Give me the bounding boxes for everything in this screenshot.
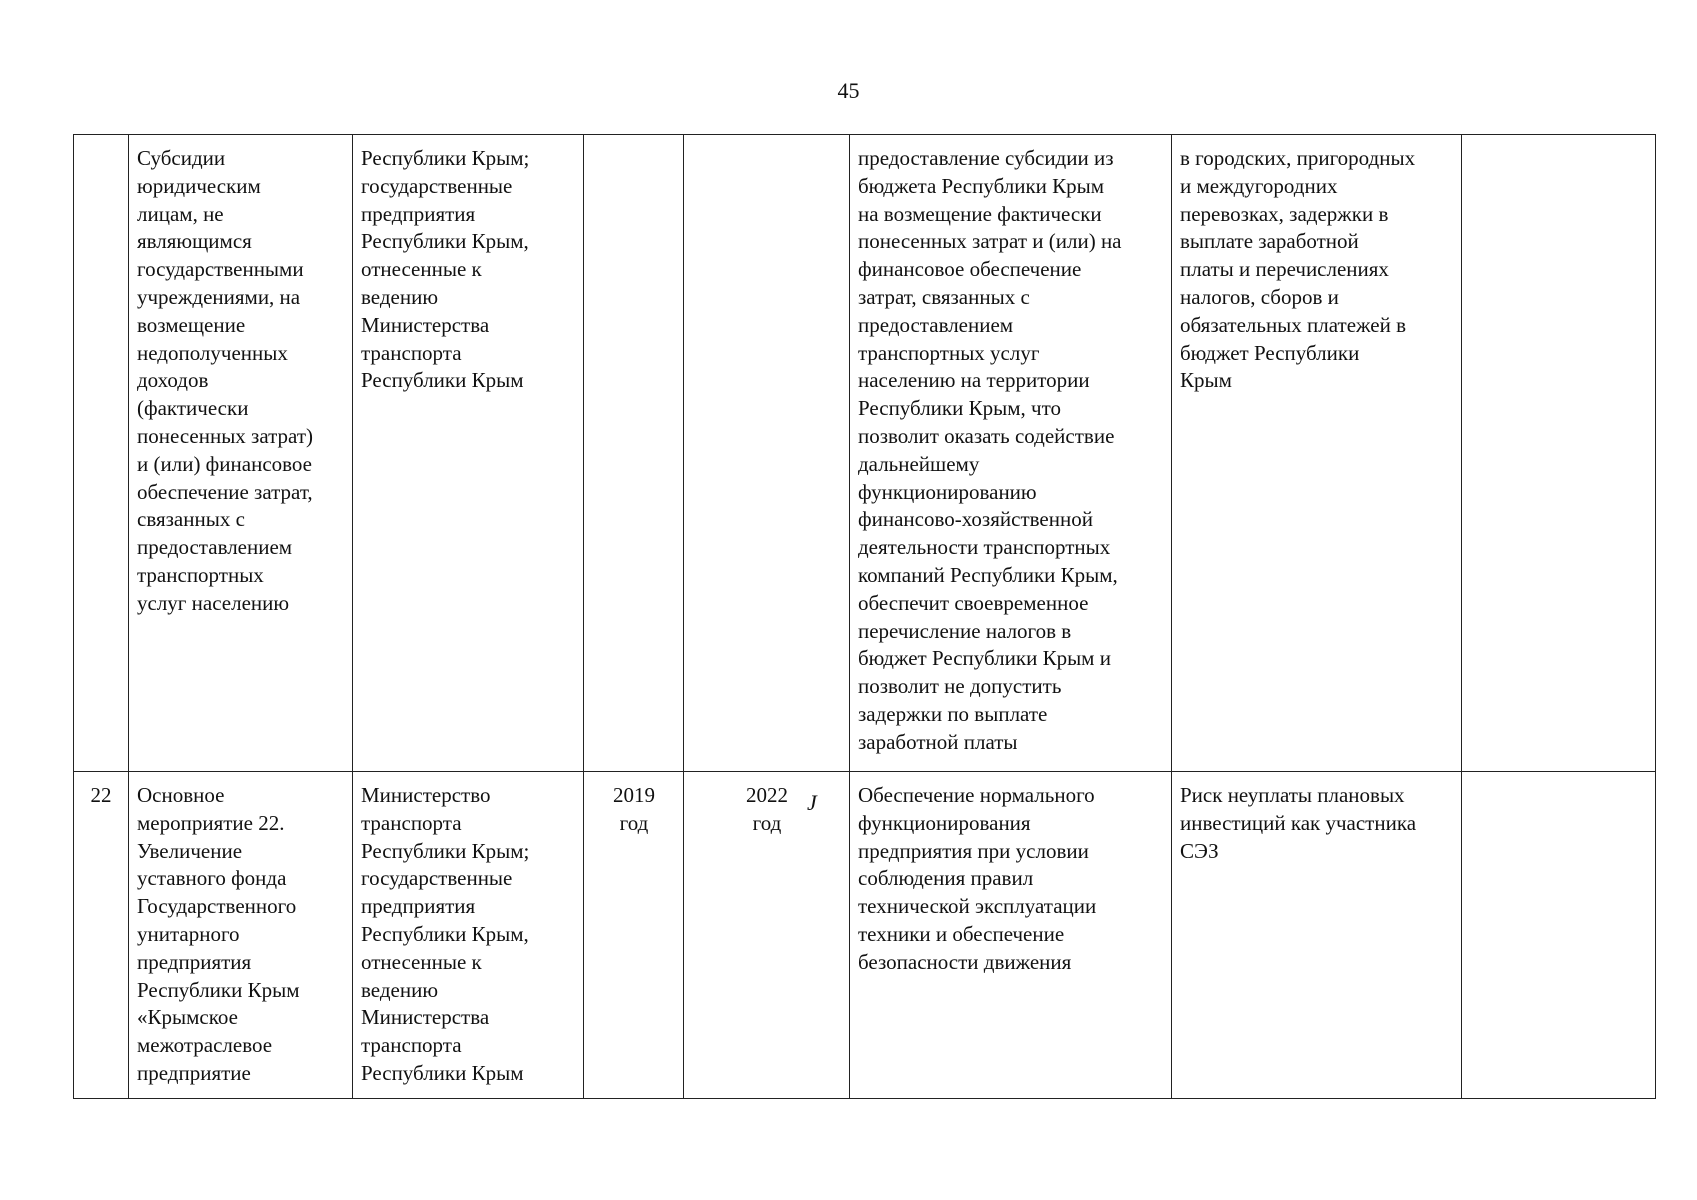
page-number: 45 <box>837 78 860 103</box>
table-row <box>74 772 1656 1099</box>
link-cell <box>1462 135 1656 772</box>
event-name-cell: Субсидии юридическим лицам, не являющимся государственными учреждениями, на возмещение недополученных доходов (фактически понесенных затрат) и (или) финансовое обеспечение затрат, связанных с предоставлением транспортных услуг населению <box>129 135 353 772</box>
start-year-cell <box>584 135 684 772</box>
expected-result-cell: предоставление субсидии из бюджета Республики Крым на возмещение фактически понесенных затрат и (или) на финансовое обеспечение затрат, связанных с предоставлением транспортных услуг населению на территории Республики Крым, что позволит оказать содействие дальнейшему функционированию финансово-хозяйственной деятельности транспортных компаний Республики Крым, обеспечит своевременное перечисление налогов в бюджет Республики Крым и позволит не допустить задержки по выплате заработной платы <box>850 135 1172 772</box>
end-year-cell <box>684 135 850 772</box>
handwritten-mark: J <box>807 790 817 815</box>
start-year-cell: 2019 год <box>584 772 684 1099</box>
executor-cell: Министерство транспорта Республики Крым; государственные предприятия Республики Крым, отнесенные к ведению Министерства транспорта Республики Крым <box>353 772 584 1099</box>
event-name-cell: Основное мероприятие 22. Увеличение уставного фонда Государственного унитарного предприятия Республики Крым «Крымское межотраслевое предприятие <box>129 772 353 1099</box>
row-number-cell <box>74 135 129 772</box>
executor-cell: Республики Крым; государственные предприятия Республики Крым, отнесенные к ведению Министерства транспорта Республики Крым <box>353 135 584 772</box>
row-number-cell: 22 <box>74 772 129 1099</box>
expected-result-cell: Обеспечение нормального функционирования предприятия при условии соблюдения правил технической эксплуатации техники и обеспечение безопасности движения <box>850 772 1172 1099</box>
risk-cell: в городских, пригородных и междугородних перевозках, задержки в выплате заработной платы и перечислениях налогов, сборов и обязательных платежей в бюджет Республики Крым <box>1172 135 1462 772</box>
link-cell <box>1462 772 1656 1099</box>
table-row <box>74 135 1656 772</box>
risk-cell: Риск неуплаты плановых инвестиций как участника СЭЗ <box>1172 772 1462 1099</box>
program-events-table <box>73 134 1656 1099</box>
end-year-cell: 2022 год <box>684 772 850 1099</box>
